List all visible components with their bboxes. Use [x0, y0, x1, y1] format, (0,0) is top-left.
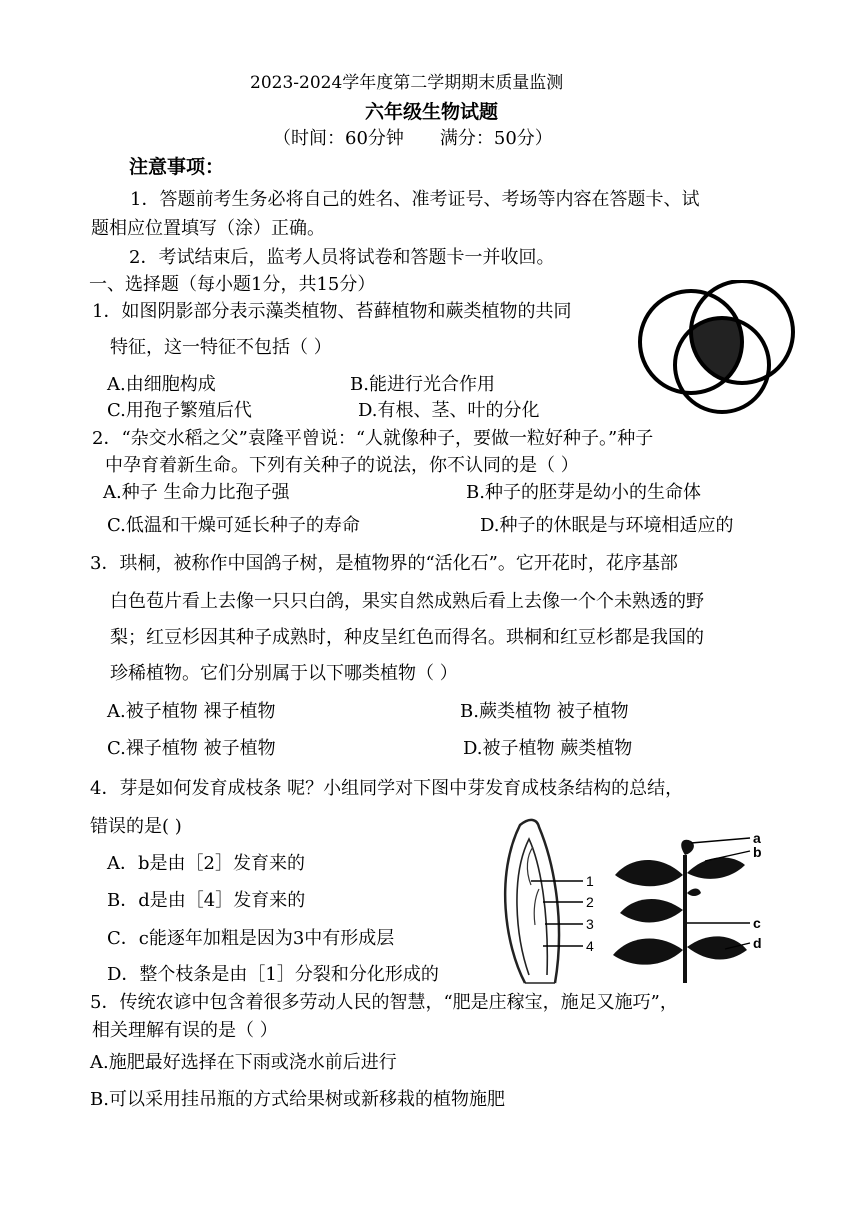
- subject-title: 六年级生物试题: [365, 101, 499, 123]
- branch-label-d: d: [753, 935, 762, 951]
- leaf-lower-left: [613, 939, 683, 965]
- bud-label-1: 1: [586, 873, 594, 889]
- branch-diagram: [605, 835, 780, 985]
- q1-option-d: D.有根、茎、叶的分化: [358, 400, 540, 421]
- q1-option-b: B.能进行光合作用: [350, 374, 495, 395]
- q4-stem-line1: 4．芽是如何发育成枝条 呢？小组同学对下图中芽发育成枝条结构的总结，: [90, 778, 684, 799]
- q3-stem-line3: 梨；红豆杉因其种子成熟时，种皮呈红色而得名。珙桐和红豆杉都是我国的: [110, 627, 704, 648]
- q2-stem-line1: 2．“杂交水稻之父”袁隆平曾说：“人就像种子，要做一粒好种子。”种子: [92, 428, 654, 449]
- q3-stem-line4: 珍稀植物。它们分别属于以下哪类植物（ ）: [110, 663, 458, 684]
- venn-diagram: [636, 280, 796, 416]
- q2-option-b: B.种子的胚芽是幼小的生命体: [466, 482, 701, 503]
- notes-heading: 注意事项：: [129, 156, 225, 178]
- terminal-bud: [681, 840, 694, 855]
- leaf-middle-left: [620, 899, 683, 922]
- q3-stem-line2: 白色苞片看上去像一只只白鸽，果实自然成熟后看上去像一个个未熟透的野: [110, 591, 704, 612]
- q2-option-d: D.种子的休眠是与环境相适应的: [480, 515, 734, 536]
- q5-option-b: B.可以采用挂吊瓶的方式给果树或新移栽的植物施肥: [90, 1089, 505, 1110]
- branch-label-a: a: [753, 835, 761, 846]
- axillary-bud: [687, 889, 701, 897]
- bud-section-diagram: [485, 815, 610, 985]
- leaf-upper-left: [615, 860, 683, 886]
- q4-option-b: B．d是由［4］发育来的: [107, 890, 306, 911]
- q2-stem-line2: 中孕育着新生命。下列有关种子的说法，你不认同的是（ ）: [105, 455, 579, 476]
- q1-option-a: A.由细胞构成: [107, 374, 216, 395]
- q4-option-c: C．c能逐年加粗是因为3中有形成层: [107, 928, 395, 949]
- branch-pointer-a: [691, 838, 750, 843]
- branch-label-b: b: [753, 844, 762, 860]
- q3-option-b: B.蕨类植物 被子植物: [460, 701, 629, 722]
- bud-label-2: 2: [586, 894, 594, 910]
- q3-stem-line1: 3．珙桐，被称作中国鸽子树，是植物界的“活化石”。它开花时，花序基部: [90, 553, 678, 574]
- q2-option-a: A.种子 生命力比孢子强: [103, 482, 290, 503]
- q3-option-d: D.被子植物 蕨类植物: [463, 738, 633, 759]
- q1-option-c: C.用孢子繁殖后代: [107, 400, 252, 421]
- section1-heading: 一、选择题（每小题1分，共15分）: [89, 274, 376, 295]
- q2-option-c: C.低温和干燥可延长种子的寿命: [107, 515, 360, 536]
- bud-label-4: 4: [586, 938, 594, 954]
- q4-option-a: A．b是由［2］发育来的: [107, 853, 305, 874]
- q4-stem-line2: 错误的是( ): [90, 816, 182, 837]
- q5-option-a: A.施肥最好选择在下雨或浇水前后进行: [90, 1052, 397, 1073]
- exam-title: 2023-2024学年度第二学期期末质量监测: [250, 73, 564, 93]
- branch-label-c: c: [753, 915, 761, 931]
- q4-option-d: D．整个枝条是由［1］分裂和分化形成的: [107, 964, 439, 985]
- bud-label-3: 3: [586, 916, 594, 932]
- notes-item1-line1: 1．答题前考生务必将自己的姓名、准考证号、考场等内容在答题卡、试: [130, 189, 700, 210]
- notes-item2: 2．考试结束后，监考人员将试卷和答题卡一并收回。: [129, 247, 555, 268]
- q3-option-c: C.裸子植物 被子植物: [107, 738, 276, 759]
- leaf-lower-right: [687, 936, 747, 959]
- leaf-upper-right: [687, 857, 745, 878]
- q1-stem-line1: 1．如图阴影部分表示藻类植物、苔藓植物和蕨类植物的共同: [92, 301, 572, 322]
- time-info: （时间：60分钟 满分：50分）: [273, 128, 553, 149]
- q5-stem-line1: 5．传统农谚中包含着很多劳动人民的智慧，“肥是庄稼宝，施足又施巧”，: [90, 992, 678, 1013]
- notes-item1-line2: 题相应位置填写（涂）正确。: [91, 218, 325, 239]
- q3-option-a: A.被子植物 裸子植物: [107, 701, 276, 722]
- bud-inner-outline: [517, 839, 547, 975]
- q1-stem-line2: 特征，这一特征不包括（ ）: [110, 337, 332, 358]
- q5-stem-line2: 相关理解有误的是（ ）: [92, 1020, 278, 1041]
